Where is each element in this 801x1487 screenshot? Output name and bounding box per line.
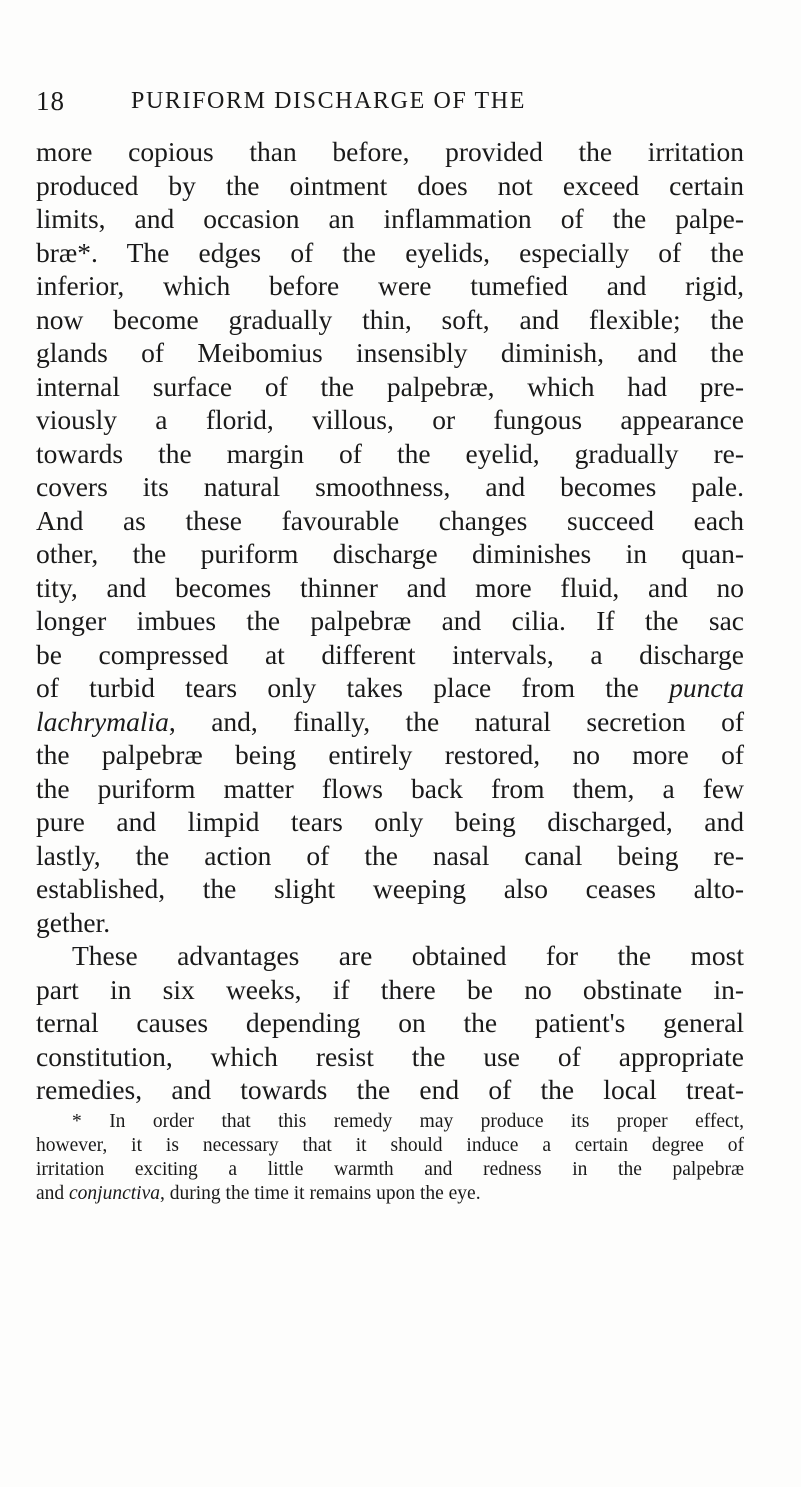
text-line: bræ*. The edges of the eyelids, especially of the	[36, 236, 744, 268]
text-line: glands of Meibomius insensibly diminish, and the	[36, 337, 744, 368]
italic-term: lachrymalia	[36, 705, 169, 737]
text-line: inferior, which before were tumefied and rigid,	[36, 270, 744, 301]
text-line: limits, and occasion an inflammation of the palpe-	[36, 203, 744, 234]
text-line: the palpebræ being entirely restored, no more of	[36, 739, 744, 770]
text-line	[36, 705, 744, 739]
text-line: gether.	[36, 906, 111, 938]
text-line: the puriform matter flows back from them, a few	[36, 772, 744, 804]
page-header	[36, 86, 744, 120]
text-line: tity, and becomes thinner and more fluid, and no	[36, 571, 744, 603]
text-line: pure and limpid tears only being discharged, and	[36, 806, 744, 837]
text-segment: of turbid tears only takes place from the	[36, 672, 639, 703]
text-line: internal surface of the palpebræ, which had pre-	[36, 370, 744, 402]
footnote-line: however, it is necessary that it should induce a certain degree of	[36, 1135, 744, 1156]
body-text	[36, 135, 744, 1107]
text-line: established, the slight weeping also ceases alto-	[36, 873, 744, 904]
text-line: constitution, which resist the use of appropriate	[36, 1040, 744, 1072]
footnote-line: irritation exciting a little warmth and redness in the palpebræ	[36, 1159, 744, 1180]
running-head: PURIFORM DISCHARGE OF THE	[131, 88, 526, 114]
footnote-line: * In order that this remedy may produce its proper effect,	[72, 1111, 744, 1132]
text-line: towards the margin of the eyelid, gradually re-	[36, 437, 744, 469]
text-segment: , during the time it remains upon the eye.	[160, 1183, 481, 1204]
text-line: ternal causes depending on the patient's general	[36, 1007, 744, 1038]
text-segment: and	[36, 1183, 65, 1204]
italic-term: puncta	[669, 672, 745, 703]
text-line: more copious than before, provided the irritation	[36, 136, 744, 167]
text-line: longer imbues the palpebræ and cilia. If the sac	[36, 605, 744, 636]
footnote-line	[36, 1182, 744, 1206]
page-number: 18	[36, 86, 65, 116]
text-line: covers its natural smoothness, and becomes pale.	[36, 471, 744, 502]
text-line: lastly, the action of the nasal canal being re-	[36, 839, 744, 871]
italic-term: conjunctiva	[69, 1183, 160, 1204]
text-line: remedies, and towards the end of the local treat-	[36, 1074, 744, 1105]
text-line	[36, 671, 744, 705]
text-segment: , and, finally, the natural secretion of	[168, 705, 744, 737]
footnote	[36, 1110, 744, 1206]
text-line: be compressed at different intervals, a discharge	[36, 638, 744, 670]
text-line: part in six weeks, if there be no obstinate in-	[36, 973, 744, 1005]
text-line: now become gradually thin, soft, and flexible; the	[36, 303, 744, 335]
text-line: other, the puriform discharge diminishes in quan-	[36, 538, 744, 569]
text-line: And as these favourable changes succeed each	[36, 504, 744, 536]
text-line: produced by the ointment does not exceed certain	[36, 169, 744, 201]
text-line: viously a florid, villous, or fungous appearance	[36, 404, 744, 435]
text-line: These advantages are obtained for the most	[72, 940, 744, 971]
